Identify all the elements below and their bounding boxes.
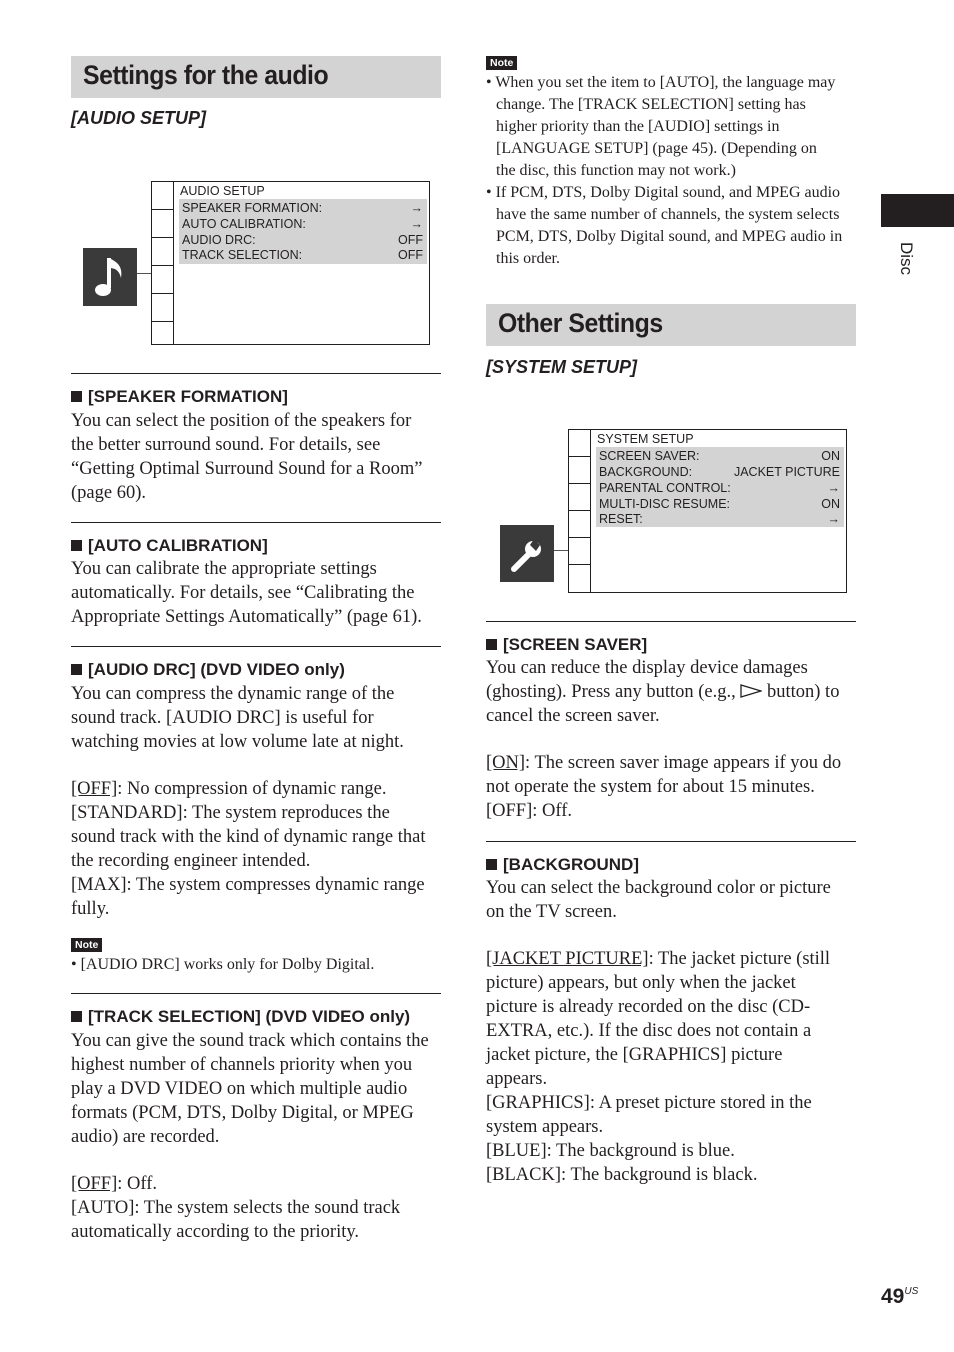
- menu-row[interactable]: RESET: →: [599, 512, 840, 526]
- auto-calibration-heading: [AUTO CALIBRATION]: [71, 536, 268, 556]
- language-note: • When you set the item to [AUTO], the language may change. The [TRACK SELECTION] setting has higher priority than the [AUDIO] settings in [LANGUAGE SETUP] (page 45). (Depending on the disc, this function may not work.) • If PCM, DTS, Dolby Digital sound, and MPEG audio have the same number of channels, the system selects PCM, DTS, Dolby Digital sound, and MPEG audio in this order.: [486, 74, 843, 267]
- note-label: Note: [71, 938, 102, 952]
- music-note-icon: [83, 248, 137, 306]
- menu-row[interactable]: AUDIO DRC: OFF: [182, 233, 423, 247]
- audio-section-header: [71, 56, 441, 98]
- bullet-square-icon: [486, 859, 497, 870]
- screen-saver-options: [ON]: The screen saver image appears if you do not operate the system for about 15 minutes. [OFF]: Off.: [486, 753, 842, 821]
- audio-menu-panel: [179, 199, 427, 264]
- screen-saver-heading: [SCREEN SAVER]: [486, 635, 647, 655]
- audio-drc-text: You can compress the dynamic range of the sound track. [AUDIO DRC] is useful for watching movies at low volume late at night.: [71, 684, 404, 752]
- page-number: $49^{US}$: [881, 1285, 919, 1308]
- audio-section-title: Settings for the audio: [83, 60, 329, 90]
- menu-row[interactable]: SPEAKER FORMATION: →: [182, 201, 423, 215]
- chapter-label: Disc: [897, 242, 916, 276]
- track-selection-heading: [TRACK SELECTION] (DVD VIDEO only): [71, 1007, 410, 1027]
- menu-icon-column: [569, 430, 591, 592]
- wrench-icon: [500, 525, 554, 582]
- menu-row[interactable]: PARENTAL CONTROL: →: [599, 481, 840, 495]
- background-options: [JACKET PICTURE]: The jacket picture (still picture) appears, but only when the jacket picture is already recorded on the disc (CD- EXTRA, etc.). If the disc does not contain a jacket picture, the [GRAPHICS] picture appears. [GRAPHICS]: A preset picture stored in the system appears. [BLUE]: The background is blue. [BLACK]: The background is black.: [486, 949, 831, 1185]
- chapter-tab: [881, 194, 954, 227]
- bullet-square-icon: [71, 391, 82, 402]
- audio-menu-title: AUDIO SETUP: [180, 184, 265, 198]
- divider: [71, 373, 441, 374]
- audio-setup-subtitle: [AUDIO SETUP]: [71, 108, 206, 128]
- menu-row[interactable]: AUTO CALIBRATION: →: [182, 217, 423, 231]
- bullet-square-icon: [71, 664, 82, 675]
- other-settings-header: [486, 304, 856, 346]
- divider: [71, 993, 441, 994]
- divider: [71, 522, 441, 523]
- menu-row[interactable]: SCREEN SAVER: ON: [599, 449, 840, 463]
- other-settings-title: Other Settings: [498, 308, 663, 338]
- track-selection-text: You can give the sound track which contains the highest number of channels priority when you play a DVD VIDEO on which multiple audio formats (PCM, DTS, Dolby Digital, or MPEG audio) are recorded.: [71, 1031, 429, 1147]
- screen-saver-text: You can reduce the display device damages (ghosting). Press any button (e.g., button) to cancel the screen saver.: [486, 658, 840, 726]
- bullet-square-icon: [71, 540, 82, 551]
- system-menu-title: SYSTEM SETUP: [597, 432, 694, 446]
- track-selection-options: [OFF]: Off. [AUTO]: The system selects the sound track automatically according to the priority.: [71, 1174, 401, 1242]
- speaker-formation-heading: [SPEAKER FORMATION]: [71, 387, 288, 407]
- audio-drc-heading: [AUDIO DRC] (DVD VIDEO only): [71, 660, 345, 680]
- note-label: Note: [486, 56, 517, 70]
- divider: [486, 841, 856, 842]
- bullet-square-icon: [486, 639, 497, 650]
- speaker-formation-text: You can select the position of the speakers for the better surround sound. For details, see “Getting Optimal Surround Sound for a Room” (page 60).: [71, 411, 423, 503]
- system-setup-menu: [568, 429, 847, 593]
- menu-row[interactable]: BACKGROUND: JACKET PICTURE: [599, 465, 840, 479]
- divider: [71, 646, 441, 647]
- bullet-square-icon: [71, 1011, 82, 1022]
- audio-drc-note: • [AUDIO DRC] works only for Dolby Digital.: [71, 956, 375, 973]
- menu-icon-column: [152, 182, 174, 344]
- audio-drc-options: [OFF]: No compression of dynamic range. [STANDARD]: The system reproduces the sound track with the kind of dynamic range that the recording engineer intended. [MAX]: The system compresses dynamic range fully.: [71, 779, 426, 919]
- menu-row[interactable]: TRACK SELECTION: OFF: [182, 248, 423, 262]
- play-button-icon: [740, 684, 762, 698]
- system-menu-panel: [596, 447, 844, 527]
- divider: [486, 621, 856, 622]
- system-setup-subtitle: [SYSTEM SETUP]: [486, 357, 638, 377]
- background-heading: [BACKGROUND]: [486, 855, 639, 875]
- audio-setup-menu: [151, 181, 430, 345]
- auto-calibration-text: You can calibrate the appropriate settings automatically. For details, see “Calibrating the Appropriate Settings Automatically” (page 61).: [71, 559, 422, 627]
- menu-row[interactable]: MULTI-DISC RESUME: ON: [599, 497, 840, 511]
- background-text: You can select the background color or picture on the TV screen.: [486, 878, 831, 922]
